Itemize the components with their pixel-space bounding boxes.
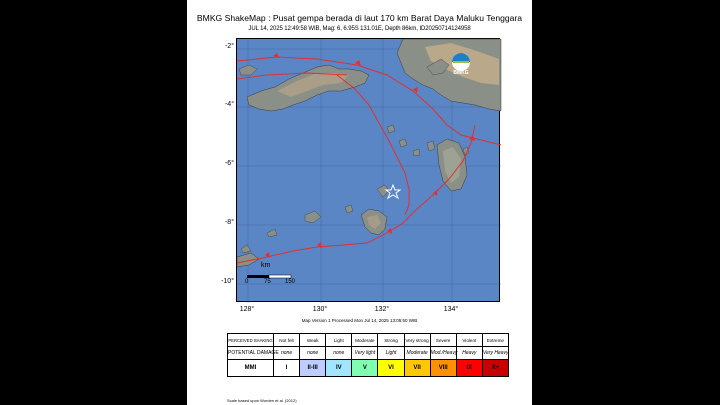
scalebar-label: 0	[245, 279, 249, 285]
legend-cell: Moderate	[352, 334, 378, 347]
legend-cell: Moderate	[404, 347, 430, 360]
legend-cell: Heavy	[456, 347, 482, 360]
map-canvas	[237, 39, 501, 303]
legend-row-damage	[228, 347, 509, 360]
legend-cell: Very strong	[404, 334, 430, 347]
scalebar-unit: km	[261, 262, 271, 269]
mmi-cell: V	[352, 360, 378, 377]
map-title: BMKG ShakeMap : Pusat gempa berada di laut 170 km Barat Daya Maluku Tenggara	[196, 13, 523, 23]
shakemap-sheet	[187, 0, 532, 405]
legend-cell: Weak	[300, 334, 326, 347]
scalebar-label: 75	[264, 279, 271, 285]
scalebar-label: 150	[285, 279, 296, 285]
mmi-cell: II-III	[300, 360, 326, 377]
legend-cell: Severe	[430, 334, 456, 347]
x-tick-label: 128°	[239, 306, 255, 313]
y-tick-label: -4°	[224, 101, 234, 108]
mmi-cell: VIII	[430, 360, 456, 377]
mmi-cell: X+	[482, 360, 508, 377]
mmi-cell: VI	[378, 360, 404, 377]
shakemap-map[interactable]	[236, 38, 500, 302]
legend-row-mmi	[228, 360, 509, 377]
scale-note: Scale based upon Worden et al. (2012)	[227, 398, 297, 403]
mmi-cell: VII	[404, 360, 430, 377]
timor-land	[237, 253, 259, 267]
southwest-islands	[241, 211, 321, 253]
legend-cell: Violent	[456, 334, 482, 347]
legend-cell: Very Heavy	[482, 347, 508, 360]
legend-cell: Not felt	[274, 334, 300, 347]
x-tick-label: 132°	[374, 306, 390, 313]
legend-cell: Strong	[378, 334, 404, 347]
x-tick-label: 134°	[443, 306, 459, 313]
mmi-cell: IV	[326, 360, 352, 377]
mmi-cell: IX	[456, 360, 482, 377]
y-tick-label: -6°	[224, 160, 234, 167]
mmi-legend-table	[227, 333, 509, 377]
y-tick-label: -2°	[224, 43, 234, 50]
map-subtitle: JUL 14, 2025 12:49:58 WIB, Mag: 6, 6.95S 131.01E, Depth 86km, ID20250714124958	[248, 26, 471, 32]
legend-cell: Light	[326, 334, 352, 347]
legend-cell: Light	[378, 347, 404, 360]
legend-header: PERCEIVED SHAKING	[228, 334, 274, 347]
legend-cell: none	[326, 347, 352, 360]
legend-cell: Very light	[352, 347, 378, 360]
small-island-west	[239, 65, 257, 75]
mmi-cell: I	[274, 360, 300, 377]
legend-header: MMI	[228, 360, 274, 377]
legend-cell: Extreme	[482, 334, 508, 347]
y-tick-label: -10°	[221, 278, 234, 285]
bmkg-logo-text: BMKG	[453, 70, 469, 76]
legend-cell: none	[274, 347, 300, 360]
legend-header: POTENTIAL DAMAGE	[228, 347, 274, 360]
legend-cell: Mod./Heavy	[430, 347, 456, 360]
scale-bar	[247, 275, 291, 278]
processed-timestamp: Map Version 1 Processed Mon Jul 14, 2025 13:05:50 WIB	[301, 318, 418, 323]
epicenter-star	[386, 185, 400, 198]
y-tick-label: -8°	[224, 219, 234, 226]
x-tick-label: 130°	[312, 306, 328, 313]
legend-row-shaking	[228, 334, 509, 347]
legend-cell: none	[300, 347, 326, 360]
bmkg-logo	[449, 52, 473, 76]
